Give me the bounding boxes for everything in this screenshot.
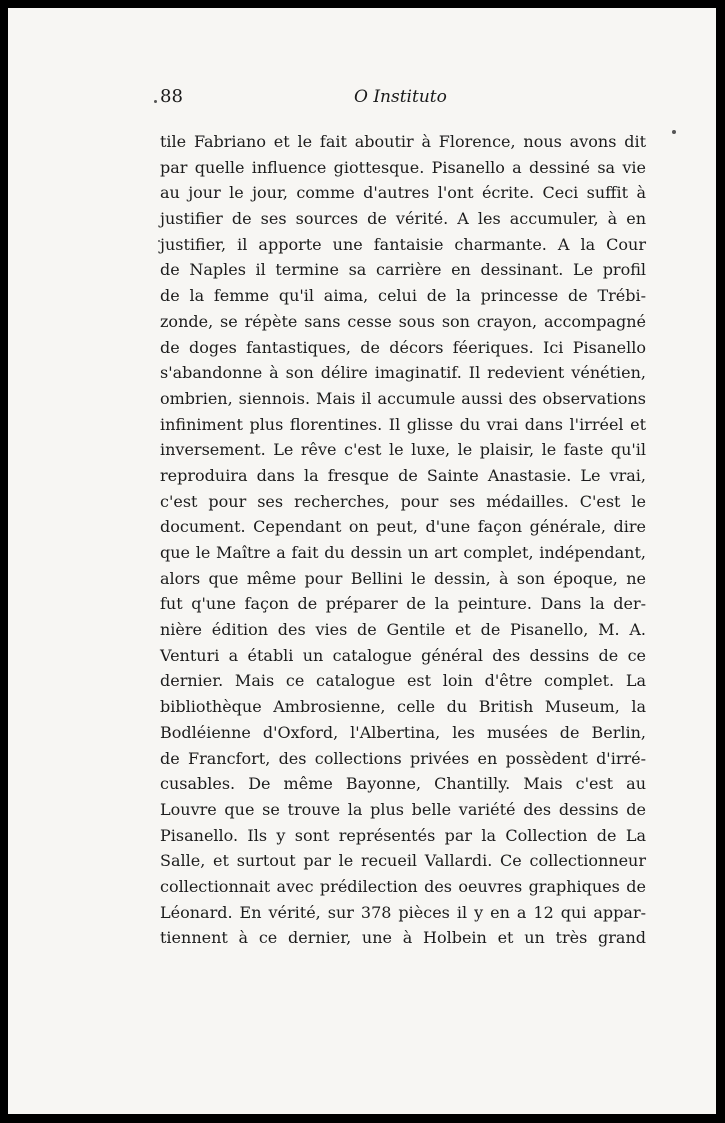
page-number: 88 [160, 86, 183, 107]
text-line: zonde, se répète sans cesse sous son crayon, accompagné [160, 311, 646, 331]
scan-speck [672, 130, 676, 134]
scanned-page [8, 8, 716, 1114]
text-line: au jour le jour, comme d'autres l'ont écrite. Ceci suffit à [160, 183, 646, 203]
scan-speck [154, 100, 157, 103]
text-line: Salle, et surtout par le recueil Vallardi. Ce collectionneur [160, 851, 646, 871]
text-line: de Francfort, des collections privées en possèdent d'irré- [160, 748, 646, 768]
text-line: de la femme qu'il aima, celui de la princesse de Trébi- [160, 286, 646, 306]
text-line: Pisanello. Ils y sont représentés par la Collection de La [160, 825, 646, 845]
text-line: Louvre que se trouve la plus belle variété des dessins de [160, 799, 646, 819]
text-line: Léonard. En vérité, sur 378 pièces il y en a 12 qui appar- [160, 902, 646, 922]
text-line: infiniment plus florentines. Il glisse du vrai dans l'irréel et [160, 414, 646, 434]
text-line: dernier. Mais ce catalogue est loin d'être complet. La [160, 671, 646, 691]
text-line: c'est pour ses recherches, pour ses médailles. C'est le [160, 491, 646, 511]
text-line: alors que même pour Bellini le dessin, à son époque, ne [160, 568, 646, 588]
text-line: document. Cependant on peut, d'une façon générale, dire [160, 517, 646, 537]
text-line: reproduira dans la fresque de Sainte Anastasie. Le vrai, [160, 465, 646, 485]
text-line: de doges fantastiques, de décors féeriques. Ici Pisanello [160, 337, 646, 357]
text-line: s'abandonne à son délire imaginatif. Il redevient vénétien, [160, 363, 646, 383]
page-header [8, 84, 716, 114]
text-line: tile Fabriano et le fait aboutir à Florence, nous avons dit [160, 132, 646, 151]
text-line: justifier de ses sources de vérité. A les accumuler, à en [160, 209, 646, 229]
text-line: cusables. De même Bayonne, Chantilly. Mais c'est au [160, 774, 646, 794]
text-line: tiennent à ce dernier, une à Holbein et un très grand [160, 928, 646, 948]
text-line: Venturi a établi un catalogue général des dessins de ce [160, 645, 646, 665]
text-line: de Naples il termine sa carrière en dessinant. Le profil [160, 260, 646, 280]
text-line: Bodléienne d'Oxford, l'Albertina, les musées de Berlin, [160, 722, 646, 742]
body-text [160, 129, 646, 951]
text-line: nière édition des vies de Gentile et de Pisanello, M. A. [160, 620, 646, 640]
text-line: fut q'une façon de préparer de la peinture. Dans la der- [160, 594, 646, 614]
scan-speck [158, 240, 160, 242]
text-line: collectionnait avec prédilection des oeuvres graphiques de [160, 876, 646, 896]
text-line: par quelle influence giottesque. Pisanello a dessiné sa vie [160, 157, 646, 177]
text-line: inversement. Le rêve c'est le luxe, le plaisir, le faste qu'il [160, 440, 646, 460]
text-line: que le Maître a fait du dessin un art complet, indépendant, [160, 543, 646, 562]
text-line: ombrien, siennois. Mais il accumule aussi des observations [160, 388, 646, 408]
running-title: O Instituto [354, 87, 447, 107]
text-line: justifier, il apporte une fantaisie charmante. A la Cour [160, 234, 646, 254]
text-line: bibliothèque Ambrosienne, celle du British Museum, la [160, 697, 646, 717]
